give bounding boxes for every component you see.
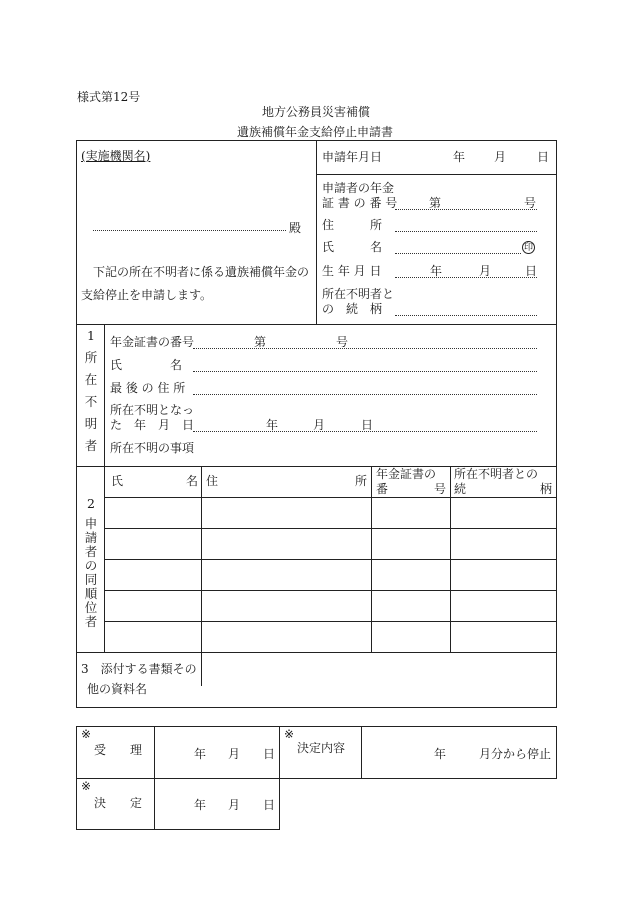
relation-field[interactable] <box>395 315 537 316</box>
same-rank-name-cells[interactable] <box>105 498 200 651</box>
applicant-cert-dai: 第 <box>429 196 442 210</box>
agency-label: (実施機関名) <box>81 149 151 163</box>
same-rank-address-cells[interactable] <box>202 498 370 651</box>
statement-line1: 下記の所在不明者に係る遺族補償年金の <box>93 265 310 279</box>
date-row-divider <box>316 174 557 175</box>
attachments-label-line2: 他の資料名 <box>87 682 148 696</box>
applicant-name-field[interactable] <box>395 253 521 254</box>
missing-date-label-line1: 所在不明となっ <box>110 403 195 417</box>
decided-month: 月 <box>228 798 241 812</box>
header-divider <box>316 140 317 324</box>
birth-year: 年 <box>430 264 443 278</box>
section2-label: 2 申 請 者 の 同 順 位 者 <box>84 496 98 629</box>
missing-name-field[interactable] <box>193 371 537 372</box>
date-month: 月 <box>494 150 507 164</box>
decision-year: 年 <box>434 747 447 761</box>
applicant-birth-label: 生 年 月 日 <box>322 264 382 278</box>
applicant-cert-go: 号 <box>524 196 537 210</box>
received-mark: ※ <box>81 727 92 741</box>
header-bottom-line <box>76 324 557 325</box>
birth-month: 月 <box>479 264 492 278</box>
col-address-header-b: 所 <box>355 474 368 488</box>
attachments-field[interactable] <box>202 653 556 707</box>
form-title-line2: 遺族補償年金支給停止申請書 <box>237 125 394 139</box>
decision-content-label: 決定内容 <box>297 741 346 755</box>
missing-cert-field[interactable] <box>193 348 537 349</box>
applicant-birth-field[interactable] <box>395 277 537 278</box>
col-relation-header-line2a: 続 <box>454 482 467 496</box>
attachments-label-line1: 3 添付する書類その <box>81 662 197 676</box>
form-number: 様式第12号 <box>77 90 141 104</box>
received-day: 日 <box>263 747 276 761</box>
applicant-address-field[interactable] <box>395 231 537 232</box>
col-name-header-a: 氏 <box>111 474 124 488</box>
decided-label: 決 定 <box>94 796 143 810</box>
seal-mark: 印 <box>523 243 533 253</box>
office-use-mid-line <box>279 726 280 779</box>
decided-year: 年 <box>194 798 207 812</box>
last-address-field[interactable] <box>193 394 537 395</box>
missing-cert-label: 年金証書の番号 <box>110 335 195 349</box>
col-cert-header-line2a: 番 <box>376 482 389 496</box>
received-month: 月 <box>228 747 241 761</box>
form-title-line1: 地方公務員災害補償 <box>262 105 371 119</box>
received-year: 年 <box>194 747 207 761</box>
decided-day: 日 <box>263 798 276 812</box>
missing-date-month: 月 <box>313 418 326 432</box>
col-address-header-a: 住 <box>206 474 219 488</box>
application-date-label: 申請年月日 <box>322 150 383 164</box>
last-address-label: 最 後 の 住 所 <box>110 381 186 395</box>
same-rank-relation-cells[interactable] <box>451 498 556 651</box>
decision-stop-month: 月分から停止 <box>479 747 552 761</box>
agency-name-field[interactable] <box>93 230 286 231</box>
birth-day: 日 <box>525 264 538 278</box>
applicant-cert-label-line1: 申請者の年金 <box>322 181 395 195</box>
applicant-cert-label-line2: 証 書 の 番 号 <box>322 196 398 210</box>
col-cert-header-line2b: 号 <box>434 482 447 496</box>
missing-date-day: 日 <box>361 418 374 432</box>
section1-label: 1 所 在 不 明 者 <box>84 328 98 453</box>
col-relation-header-line2b: 柄 <box>540 482 553 496</box>
circumstances-label: 所在不明の事項 <box>110 441 195 455</box>
missing-name-label: 氏 名 <box>110 358 183 372</box>
decided-mark: ※ <box>81 779 92 793</box>
relation-label-line2: の 続 柄 <box>322 302 383 316</box>
missing-date-year: 年 <box>266 418 279 432</box>
relation-label-line1: 所在不明者と <box>322 287 395 301</box>
dono-honorific: 殿 <box>289 221 302 235</box>
col-cert-header-line1: 年金証書の <box>376 467 437 481</box>
statement-line2: 支給停止を申請します。 <box>81 288 213 302</box>
decision-content-line <box>361 726 362 779</box>
decision-mark: ※ <box>284 727 295 741</box>
office-use-label-line <box>154 726 155 830</box>
same-rank-cert-cells[interactable] <box>372 498 449 651</box>
date-year: 年 <box>453 150 466 164</box>
missing-date-label-line2: た 年 月 日 <box>110 418 195 432</box>
received-label: 受 理 <box>94 743 143 757</box>
date-day: 日 <box>537 150 550 164</box>
col-relation-header-line1: 所在不明者との <box>454 467 539 481</box>
applicant-name-label: 氏 名 <box>322 240 383 254</box>
applicant-address-label: 住 所 <box>322 218 383 232</box>
applicant-cert-field[interactable] <box>395 209 537 210</box>
missing-cert-dai: 第 <box>254 335 267 349</box>
missing-cert-go: 号 <box>336 335 349 349</box>
col-name-header-b: 名 <box>186 474 199 488</box>
